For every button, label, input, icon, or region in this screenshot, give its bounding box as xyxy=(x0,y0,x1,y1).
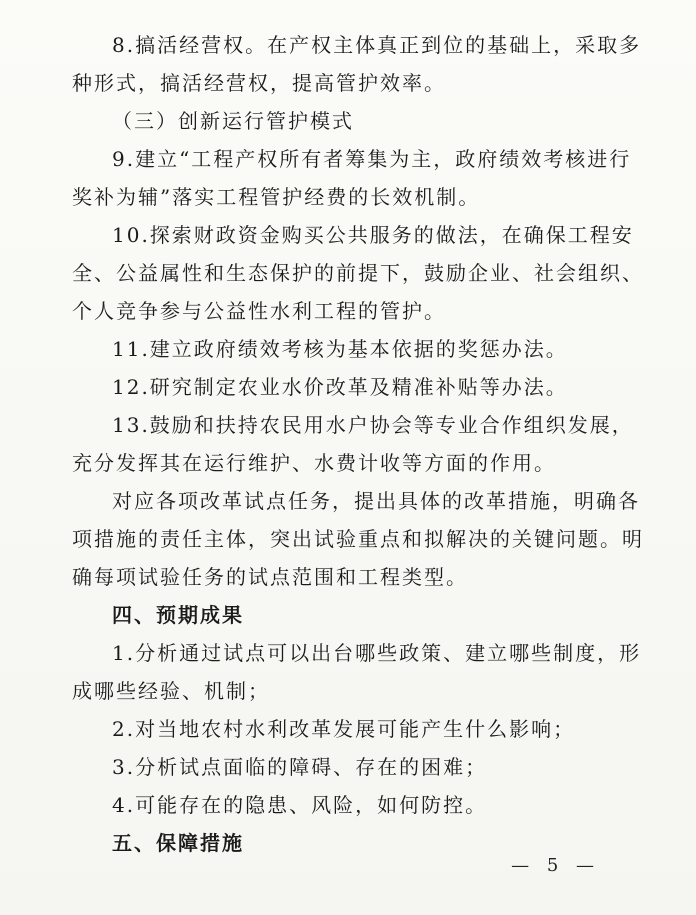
paragraph-summary: 对应各项改革试点任务，提出具体的改革措施，明确各项措施的责任主体，突出试验重点和拟解决的关键问题。明确每项试验任务的试点范围和工程类型。 xyxy=(72,489,644,589)
outcome-item-1: 1.分析通过试点可以出台哪些政策、建立哪些制度，形成哪些经验、机制； xyxy=(72,641,642,703)
paragraph-9: 9.建立“工程产权所有者筹集为主，政府绩效考核进行奖补为辅”落实工程管护经费的长效机制。 xyxy=(72,147,632,209)
outcome-item-4: 4.可能存在的隐患、风险，如何防控。 xyxy=(112,793,488,817)
paragraph-11: 11.建立政府绩效考核为基本依据的奖惩办法。 xyxy=(112,337,568,361)
paragraph-12: 12.研究制定农业水价改革及精准补贴等办法。 xyxy=(112,375,568,399)
page-number: — 5 — xyxy=(511,855,600,876)
document-body xyxy=(72,26,652,862)
outcome-item-2: 2.对当地农村水利改革发展可能产生什么影响； xyxy=(112,717,576,741)
outcome-item-3: 3.分析试点面临的障碍、存在的困难； xyxy=(112,755,488,779)
subheading-3: （三）创新运行管护模式 xyxy=(112,109,354,133)
paragraph-8: 8.搞活经营权。在产权主体真正到位的基础上，采取多种形式，搞活经营权，提高管护效率。 xyxy=(72,33,642,95)
section-heading-4: 四、预期成果 xyxy=(112,603,244,627)
section-heading-5: 五、保障措施 xyxy=(112,831,244,855)
paragraph-13: 13.鼓励和扶持农民用水户协会等专业合作组织发展，充分发挥其在运行维护、水费计收等方面的作用。 xyxy=(72,413,634,475)
paragraph-10: 10.探索财政资金购买公共服务的做法，在确保工程安全、公益属性和生态保护的前提下，鼓励企业、社会组织、个人竞争参与公益性水利工程的管护。 xyxy=(72,223,644,323)
